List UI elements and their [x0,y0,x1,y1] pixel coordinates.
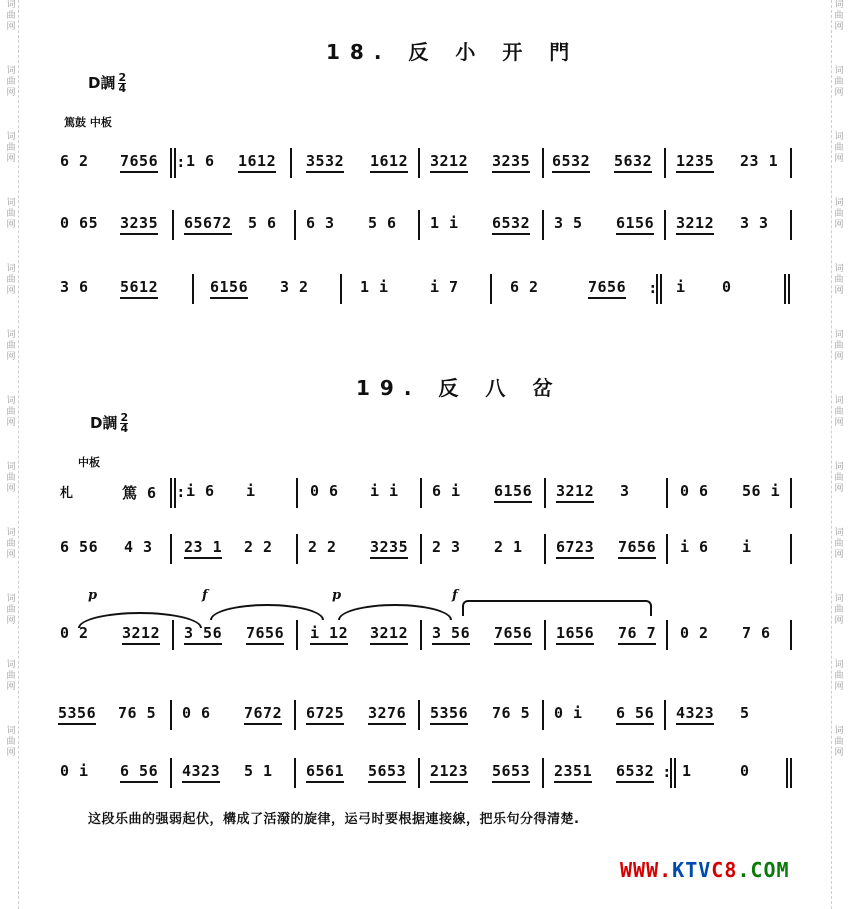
bar-line [420,478,422,508]
repeat-dots: : [178,155,184,171]
note-group: 76 5 [118,704,157,722]
bar-line [542,758,544,788]
bar-line [790,210,792,240]
note-group: 7656 [494,624,532,645]
side-watermark-left: 词曲网 词曲网 词曲网 词曲网 词曲网 词曲网 词曲网 词曲网 词曲网 词曲网 词曲网 词曲网 [4,0,19,909]
dynamic-mark: f [452,588,458,603]
piece18-row-3 [58,268,796,308]
note-group: 3235 [120,214,158,235]
bar-line [296,534,298,564]
bar-line [170,758,172,788]
watermark-ktv: KTV [672,858,712,882]
note-group: 0 2 [60,624,89,642]
note-group: 5 6 [248,214,277,232]
note-group: 3235 [492,152,530,173]
note-group: 5 1 [244,762,273,780]
bar-line [490,274,492,304]
bar-line [420,534,422,564]
bar-line [294,210,296,240]
bar-line [664,700,666,730]
note-group: i i [370,482,399,500]
note-group: 3 3 [740,214,769,232]
repeat-dots: : [178,485,184,501]
note-group: 5 6 [368,214,397,232]
note-group: 0 i [60,762,89,780]
bar-line [544,534,546,564]
note-group: 6 i [432,482,461,500]
note-group: 0 [722,278,732,296]
piece19-row-3 [58,614,796,654]
bar-line [790,478,792,508]
piece18-key [88,72,126,94]
dynamic-mark: p [88,588,98,603]
repeat-bar [170,478,172,508]
bar-line [790,148,792,178]
note-group: 1235 [676,152,714,173]
bar-line [666,620,668,650]
piece18-title: 18. 反 小 开 門 [326,40,580,64]
bar-line [418,758,420,788]
note-group: 3532 [306,152,344,173]
repeat-bar [670,758,672,788]
note-group: 76 7 [618,624,656,645]
note-group: 76 5 [492,704,531,722]
note-group: 3 6 [60,278,89,296]
note-group: 2 2 [308,538,337,556]
note-group: 4 3 [124,538,153,556]
side-watermark-right: 词曲网 词曲网 词曲网 词曲网 词曲网 词曲网 词曲网 词曲网 词曲网 词曲网 词曲网 词曲网 [831,0,846,909]
note-group: 6156 [210,278,248,299]
bar-line [294,700,296,730]
piece19-time-signature: $\frac{2}{4}$ [120,411,129,435]
note-group: 3 2 [280,278,309,296]
site-watermark [620,858,790,882]
note-group: 3235 [370,538,408,559]
note-group: 6561 [306,762,344,783]
note-group: 5356 [430,704,468,725]
bar-line [340,274,342,304]
bar-line [666,534,668,564]
note-group: 23 1 [184,538,222,559]
note-group: 2 1 [494,538,523,556]
bar-line [666,478,668,508]
piece19-title: 19. 反 八 岔 [356,376,563,400]
note-group: 5 [740,704,750,722]
piece18-row-1 [58,142,796,182]
note-group: 1 i [360,278,389,296]
note-group: 6 2 [510,278,539,296]
note-group: 6156 [494,482,532,503]
note-group: 1 [682,762,692,780]
final-bar [786,758,788,788]
note-group: 3212 [556,482,594,503]
bar-line [420,620,422,650]
note-group: 6532 [616,762,654,783]
lead-char: 札 [60,486,74,501]
note-group: 3 5 [554,214,583,232]
note-group: 5653 [368,762,406,783]
bar-line [418,700,420,730]
note-group: i [742,538,752,556]
bar-line [294,758,296,788]
piece18-tempo: 篤鼓 中板 [64,116,112,129]
note-group: 6 56 [120,762,158,783]
note-group: 4323 [182,762,220,783]
note-group: 7656 [246,624,284,645]
note-group: 6156 [616,214,654,235]
note-group: 56 i [742,482,781,500]
piece19-row-4 [58,694,796,734]
note-group: i [676,278,686,296]
note-group: i 6 [680,538,709,556]
note-group: 1612 [238,152,276,173]
note-group: 1 i [430,214,459,232]
bar-line [296,620,298,650]
note-group: 3276 [368,704,406,725]
piece18-time-signature: $\frac{2}{4}$ [118,71,127,95]
note-group: 3 56 [184,624,222,645]
note-group: 5653 [492,762,530,783]
note-group: 5356 [58,704,96,725]
performance-note: 这段乐曲的强弱起伏，構成了活潑的旋律，运弓时要根据連接線，把乐句分得清楚. [88,812,580,827]
note-group: 7656 [618,538,656,559]
piece19-row-1 [58,472,796,512]
bar-line [664,148,666,178]
watermark-c8: C8 [711,858,738,882]
bar-line [542,148,544,178]
note-group: 7 6 [742,624,771,642]
bar-line [172,620,174,650]
bar-line [290,148,292,178]
note-group: 1612 [370,152,408,173]
note-group: 7672 [244,704,282,725]
bar-line [170,700,172,730]
note-group: 6532 [492,214,530,235]
bar-line [418,148,420,178]
bar-line [542,210,544,240]
note-group: 3212 [122,624,160,645]
note-group: 5612 [120,278,158,299]
repeat-dots: : [650,281,656,297]
note-group: 65672 [184,214,232,235]
bar-line [664,210,666,240]
note-group: 7656 [120,152,158,173]
repeat-dots: : [664,765,670,781]
dynamic-mark: p [332,588,342,603]
note-group: 3 56 [432,624,470,645]
bar-line [790,620,792,650]
piece19-tempo: 中板 [78,456,100,469]
note-group: 1 6 [186,152,215,170]
note-group: 0 6 [680,482,709,500]
note-group: 6 56 [60,538,99,556]
bar-line [544,478,546,508]
watermark-www: WWW. [620,858,673,882]
note-group: 2123 [430,762,468,783]
piece18-key-label: D調 [88,74,116,92]
watermark-com: .COM [737,858,790,882]
note-group: 0 6 [310,482,339,500]
note-group: 23 1 [740,152,779,170]
note-group: 篤 6 [122,484,157,502]
piece18-row-2 [58,204,796,244]
note-group: 3212 [370,624,408,645]
note-group: 6532 [552,152,590,173]
note-group: 0 [740,762,750,780]
repeat-bar [656,274,658,304]
note-group: 0 i [554,704,583,722]
note-group: 2 3 [432,538,461,556]
note-group: i 12 [310,624,348,645]
note-group: 7656 [588,278,626,299]
piece19-key [90,412,128,434]
note-group: 6 2 [60,152,89,170]
note-group: 6725 [306,704,344,725]
note-group: 2351 [554,762,592,783]
note-group: 3212 [430,152,468,173]
note-group: i 6 [186,482,215,500]
repeat-bar [170,148,172,178]
piece19-row-5 [58,752,796,792]
piece19-key-label: D調 [90,414,118,432]
bar-line [542,700,544,730]
note-group: 0 6 [182,704,211,722]
note-group: 3212 [676,214,714,235]
note-group: i [246,482,256,500]
note-group: 5632 [614,152,652,173]
piece19-row-2 [58,528,796,568]
bar-line [790,534,792,564]
note-group: 2 2 [244,538,273,556]
bar-line [172,210,174,240]
bar-line [170,534,172,564]
dynamic-mark: f [202,588,208,603]
note-group: 6 3 [306,214,335,232]
final-bar [784,274,786,304]
note-group: 1656 [556,624,594,645]
bar-line [544,620,546,650]
bar-line [192,274,194,304]
note-group: 0 2 [680,624,709,642]
note-group: 3 [620,482,630,500]
note-group: 0 65 [60,214,99,232]
bar-line [418,210,420,240]
note-group: 4323 [676,704,714,725]
bar-line [296,478,298,508]
note-group: 6723 [556,538,594,559]
note-group: i 7 [430,278,459,296]
note-group: 6 56 [616,704,654,725]
